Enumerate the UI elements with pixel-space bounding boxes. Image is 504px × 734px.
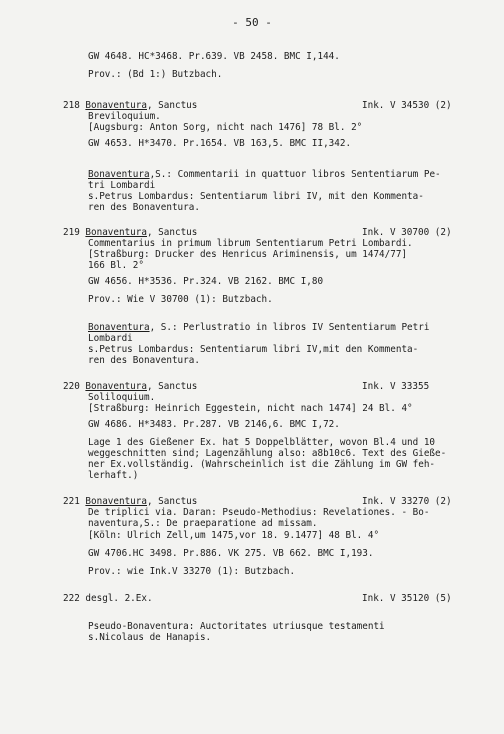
entry-line: lerhaft.) — [88, 470, 139, 481]
entry-line: GW 4653. H*3470. Pr.1654. VB 163,5. BMC II,342. — [88, 138, 352, 149]
crossref-2-header: Bonaventura, S.: Perlustratio in libros IV Sententiarum Petri — [88, 322, 430, 333]
entry-line: ren des Bonaventura. — [88, 202, 200, 213]
entry-222-header: 222 desgl. 2.Ex. — [63, 593, 153, 604]
entry-line: Commentarius in primum librum Sententiarum Petri Lombardi. — [88, 238, 413, 249]
entry-author: Bonaventura — [85, 100, 147, 111]
entry-line: weggeschnitten sind; Lagenzählung also: a8b10c6. Text des Gieße- — [88, 448, 447, 459]
entry-line: [Straßburg: Drucker des Henricus Ariminensis, um 1474/77] — [88, 249, 408, 260]
entry-219-ink: Ink. V 30700 (2) — [362, 227, 452, 238]
entry-line: [Köln: Ulrich Zell,um 1475,vor 18. 9.1477] 48 Bl. 4° — [88, 530, 380, 541]
entry-line: ren des Bonaventura. — [88, 355, 200, 366]
entry-line: GW 4686. H*3483. Pr.287. VB 2146,6. BMC I,72. — [88, 419, 340, 430]
entry-line: Lage 1 des Gießener Ex. hat 5 Doppelblätter, wovon Bl.4 und 10 — [88, 437, 436, 448]
entry-line: Breviloquium. — [88, 111, 161, 122]
entry-218-header: 218 Bonaventura, Sanctus — [63, 100, 198, 111]
entry-line: [Augsburg: Anton Sorg, nicht nach 1476] 78 Bl. 2° — [88, 122, 363, 133]
entry-221-header: 221 Bonaventura, Sanctus — [63, 496, 198, 507]
page-number: - 50 - — [232, 16, 272, 29]
top-refs: GW 4648. HC*3468. Pr.639. VB 2458. BMC I,144. — [88, 51, 340, 62]
entry-line: s.Petrus Lombardus: Sententiarum libri IV,mit den Kommenta- — [88, 344, 419, 355]
entry-line: [Straßburg: Heinrich Eggestein, nicht nach 1474] 24 Bl. 4° — [88, 403, 413, 414]
entry-line: Prov.: Wie V 30700 (1): Butzbach. — [88, 294, 273, 305]
entry-line: s.Nicolaus de Hanapis. — [88, 632, 212, 643]
entry-line: GW 4706.HC 3498. Pr.886. VK 275. VB 662. BMC I,193. — [88, 548, 374, 559]
top-prov: Prov.: (Bd 1:) Butzbach. — [88, 69, 223, 80]
entry-line: GW 4656. H*3536. Pr.324. VB 2162. BMC I,80 — [88, 276, 324, 287]
entry-number: 218 — [63, 100, 80, 111]
entry-220-ink: Ink. V 33355 — [362, 381, 430, 392]
crossref-1-header: Bonaventura,S.: Commentarii in quattuor libros Sententiarum Pe- — [88, 169, 441, 180]
entry-line: Lombardi — [88, 333, 133, 344]
entry-220-header: 220 Bonaventura, Sanctus — [63, 381, 198, 392]
entry-line: Pseudo-Bonaventura: Auctoritates utriusque testamenti — [88, 621, 385, 632]
entry-line: De triplici via. Daran: Pseudo-Methodius: Revelationes. - Bo- — [88, 507, 430, 518]
entry-221-ink: Ink. V 33270 (2) — [362, 496, 452, 507]
entry-line: s.Petrus Lombardus: Sententiarum libri IV, mit den Kommenta- — [88, 191, 424, 202]
entry-219-header: 219 Bonaventura, Sanctus — [63, 227, 198, 238]
entry-line: 166 Bl. 2° — [88, 260, 144, 271]
entry-line: naventura,S.: De praeparatione ad missam. — [88, 518, 318, 529]
entry-line: tri Lombardi — [88, 180, 156, 191]
entry-222-ink: Ink. V 35120 (5) — [362, 593, 452, 604]
entry-line: ner Ex.vollständig. (Wahrscheinlich ist die Zählung im GW feh- — [88, 459, 436, 470]
entry-218-ink: Ink. V 34530 (2) — [362, 100, 452, 111]
entry-line: Prov.: wie Ink.V 33270 (1): Butzbach. — [88, 566, 296, 577]
entry-line: Soliloquium. — [88, 392, 156, 403]
